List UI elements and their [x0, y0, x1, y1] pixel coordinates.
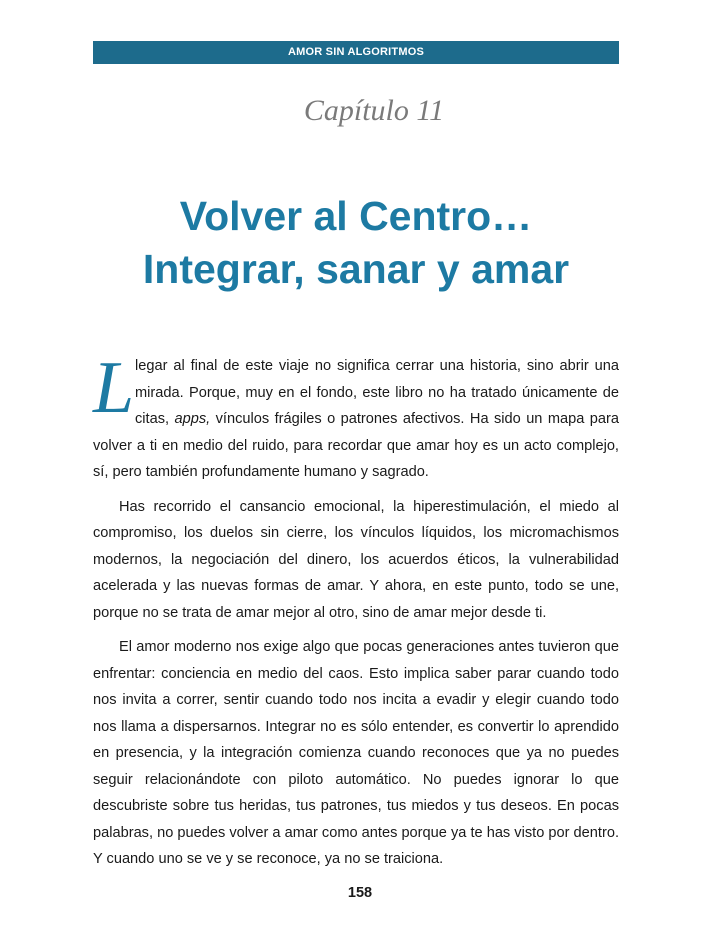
paragraph-1-italic: apps, — [174, 411, 211, 427]
page-number: 158 — [347, 885, 373, 901]
drop-cap: L — [93, 347, 135, 429]
paragraph-1 — [93, 347, 619, 486]
running-header — [93, 41, 619, 64]
chapter-title-line-2: Integrar, sanar y amar — [142, 246, 570, 292]
paragraph-1-text-b: vínculos frágiles o patrones afectivos. Ha sido un mapa para volver a ti en medio del ruido, para recordar que amar hoy es un acto complejo, sí, pero también profundamente humano y sagrado. — [93, 411, 619, 480]
paragraph-1-text-a: legar al final de este viaje no significa cerrar una historia, sino abrir una mirada. Porque, muy en el fondo, este libro no ha tratado únicamente de citas, — [135, 358, 619, 427]
body-text — [93, 347, 619, 873]
chapter-title-line-1: Volver al Centro… — [179, 193, 533, 239]
chapter-title — [0, 190, 712, 296]
paragraph-2: Has recorrido el cansancio emocional, la hiperestimulación, el miedo al compromiso, los duelos sin cierre, los vínculos líquidos, los micromachismos modernos, la negociación del dinero, los acuerdos éticos, la vulnerabilidad acelerada y las nuevas formas de amar. Y ahora, en este punto, todo se une, porque no se trata de amar mejor al otro, sino de amar mejor desde ti. — [93, 498, 619, 621]
running-header-title: AMOR SIN ALGORITMOS — [288, 46, 424, 58]
chapter-label: Capítulo 11 — [303, 94, 445, 127]
paragraph-3: El amor moderno nos exige algo que pocas generaciones antes tuvieron que enfrentar: conciencia en medio del caos. Esto implica saber parar cuando todo nos invita a correr, sentir cuando todo nos incita a evadir y elegir cuando todo nos llama a dispersarnos. Integrar no es sólo entender, es convertir lo aprendido en presencia, y la integración comienza cuando reconoces que ya no puedes seguir relacionándote con piloto automático. No puedes ignorar lo que descubriste sobre tus heridas, tus patrones, tus miedos y tus deseos. En pocas palabras, no puedes volver a amar como antes porque ya te has visto por dentro. Y cuando uno se ve y se reconoce, ya no se traiciona. — [93, 639, 619, 867]
